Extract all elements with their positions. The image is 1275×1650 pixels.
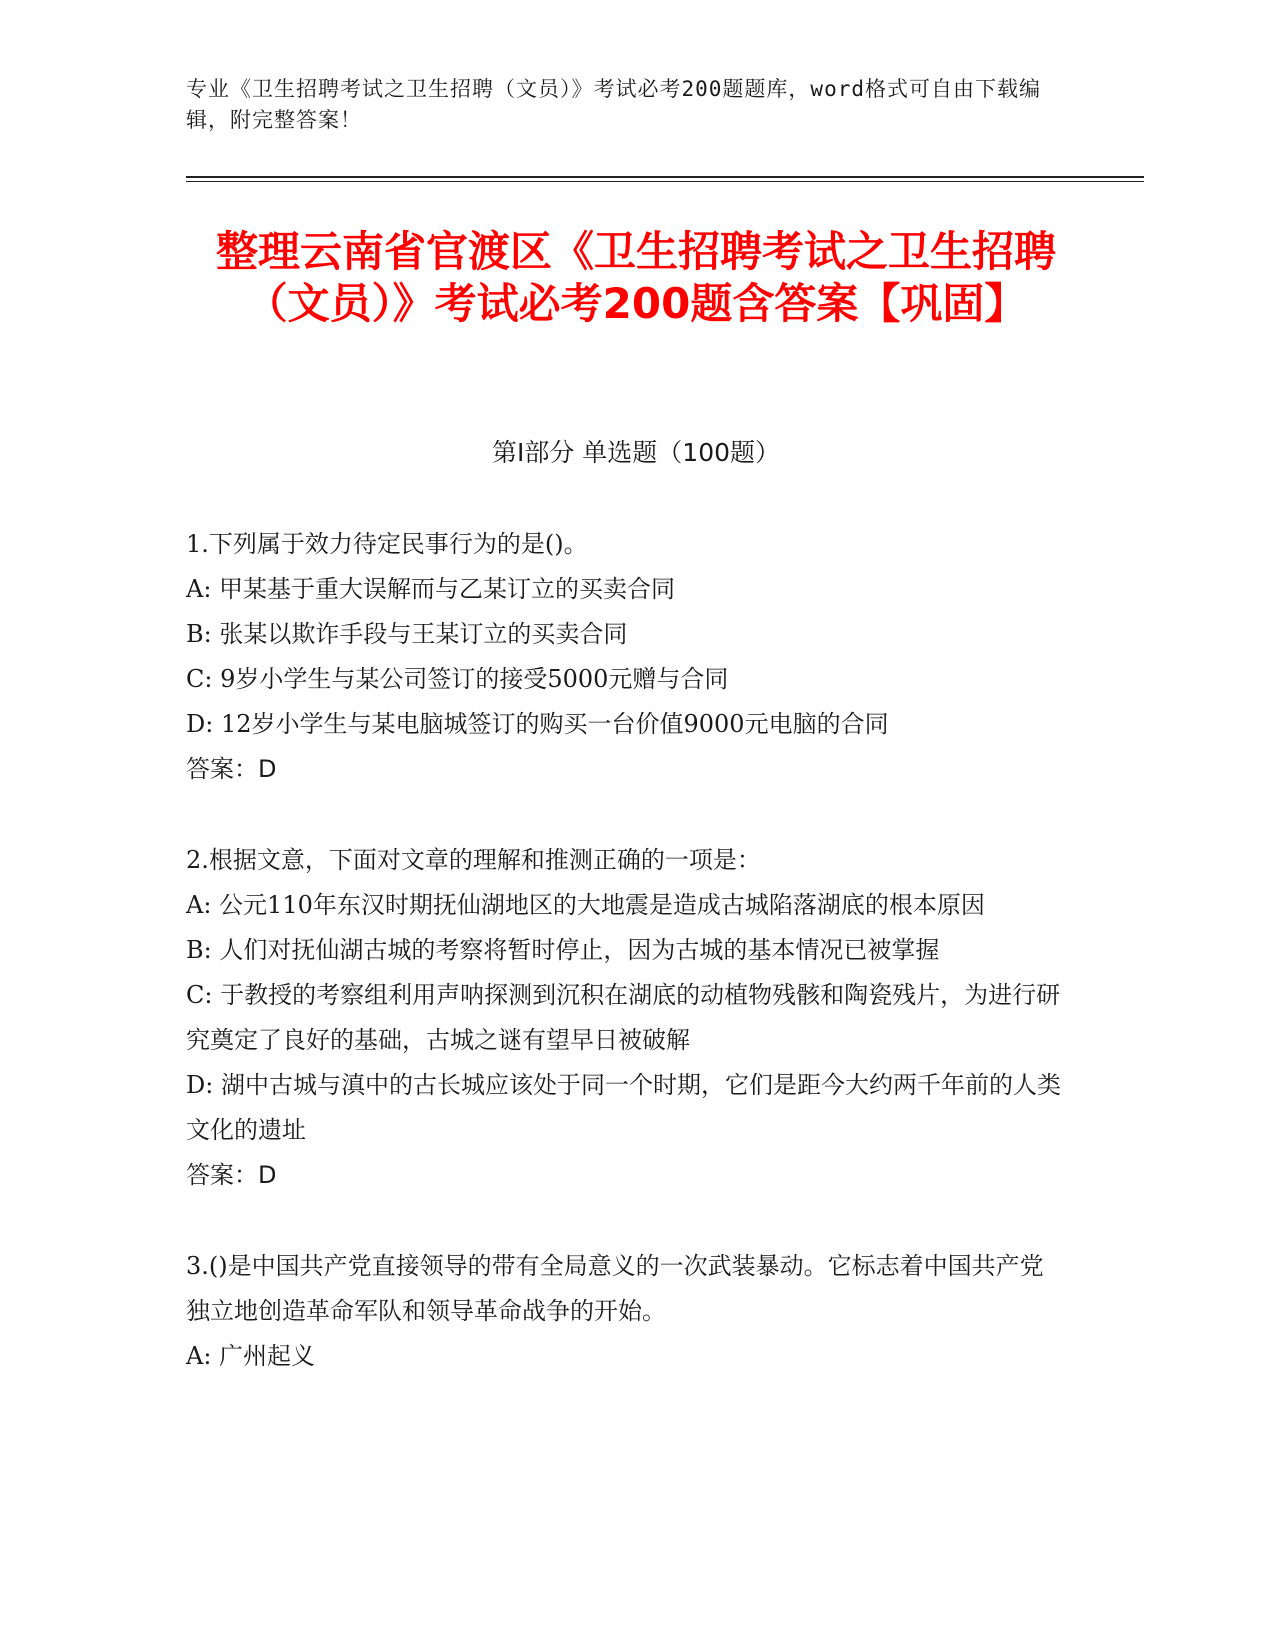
question-stem: 3.()是中国共产党直接领导的带有全局意义的一次武装暴动。它标志着中国共产党独立地创造革命军队和领导革命战争的开始。 [186,1252,1044,1325]
option-b: B: 人们对抚仙湖古城的考察将暂时停止，因为古城的基本情况已被掌握 [186,936,940,964]
option-d: D: 12岁小学生与某电脑城签订的购买一台价值9000元电脑的合同 [186,710,889,738]
option-b: B: 张某以欺诈手段与王某订立的买卖合同 [186,620,628,648]
header-note: 专业《卫生招聘考试之卫生招聘（文员）》考试必考200题题库，word格式可自由下载编辑，附完整答案！ [186,77,1041,132]
question-1 [186,522,1066,792]
question-stem: 1.下列属于效力待定民事行为的是()。 [186,530,588,558]
document-title: 整理云南省官渡区《卫生招聘考试之卫生招聘（文员）》考试必考200题含答案【巩固】 [215,227,1056,328]
header-divider-thin [186,181,1144,182]
option-a: A: 广州起义 [186,1342,316,1370]
question-list [186,522,1066,1425]
question-stem: 2.根据文意，下面对文章的理解和推测正确的一项是： [186,846,761,874]
answer: 答案：D [186,1161,277,1189]
question-2 [186,838,1066,1198]
section-heading: 第Ⅰ部分 单选题（100题） [491,438,781,467]
option-c: C: 9岁小学生与某公司签订的接受5000元赠与合同 [186,665,729,693]
question-3 [186,1244,1066,1379]
header-divider-thick [186,176,1144,178]
option-d: D: 湖中古城与滇中的古长城应该处于同一个时期，它们是距今大约两千年前的人类文化的遗址 [186,1071,1061,1144]
option-c: C: 于教授的考察组利用声呐探测到沉积在湖底的动植物残骸和陶瓷残片，为进行研究奠定了良好的基础，古城之谜有望早日被破解 [186,981,1061,1054]
option-a: A: 公元110年东汉时期抚仙湖地区的大地震是造成古城陷落湖底的根本原因 [186,891,985,919]
answer: 答案：D [186,755,277,783]
option-a: A: 甲某基于重大误解而与乙某订立的买卖合同 [186,575,676,603]
